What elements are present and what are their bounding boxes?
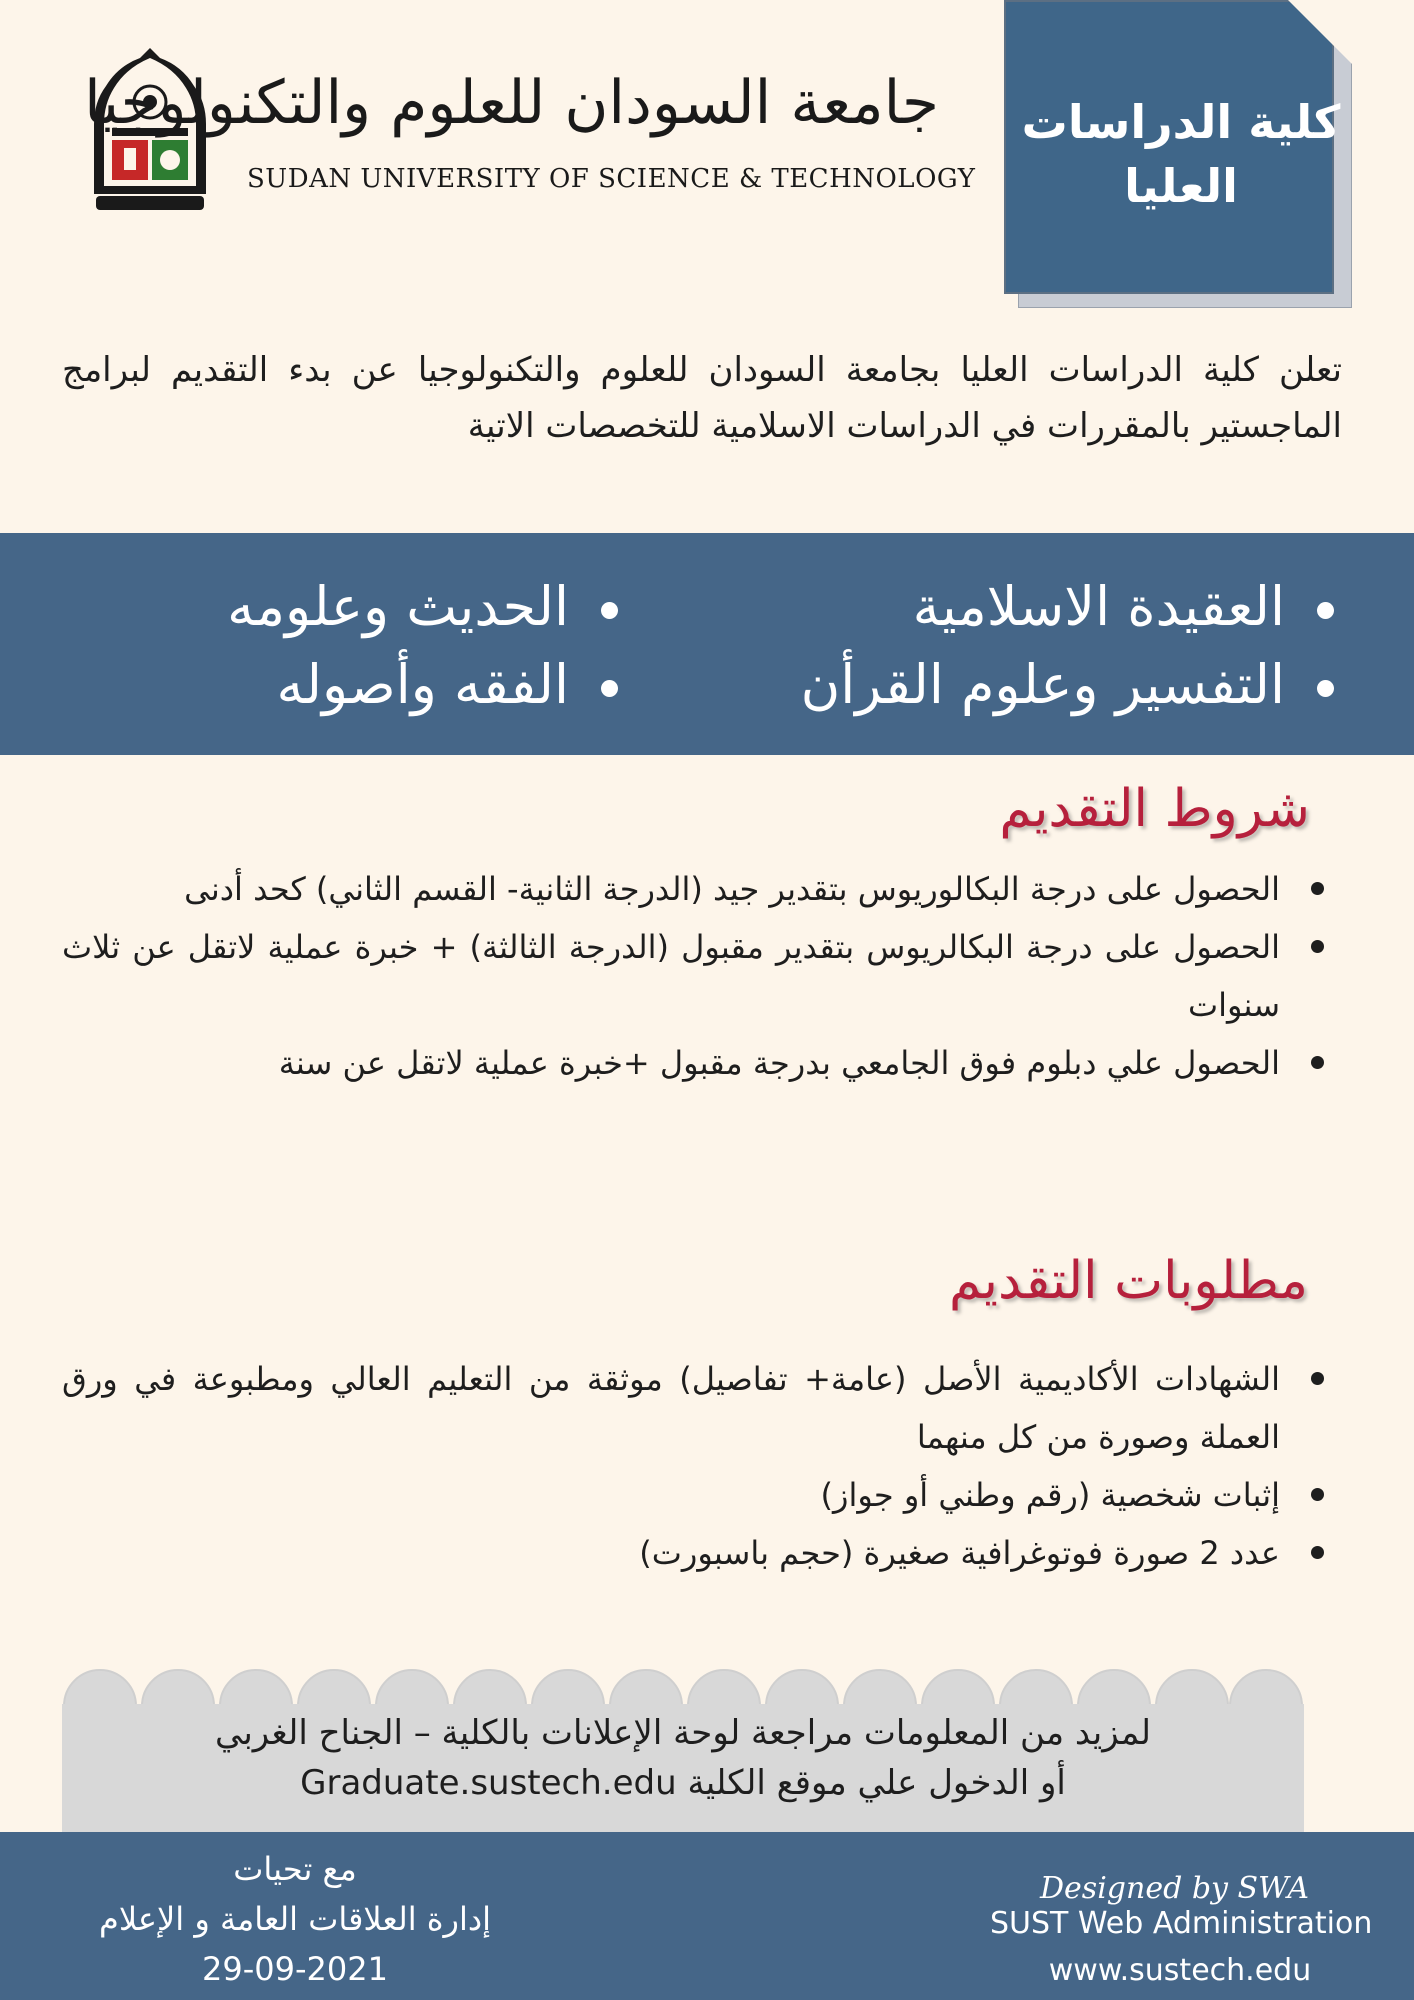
signature-text: Designed by SWA — [1040, 1871, 1310, 1906]
info-line1: لمزيد من المعلومات مراجعة لوحة الإعلانات بالكلية – الجناح الغربي — [215, 1713, 1151, 1753]
footer-date: 29-09-2021 — [202, 1950, 388, 1988]
bullet-icon — [1311, 1488, 1324, 1501]
program-item — [801, 645, 1334, 725]
condition-text: الحصول علي دبلوم فوق الجامعي بدرجة مقبول +خبرة عملية لاتقل عن سنة — [278, 1044, 1280, 1082]
bullet-icon — [1317, 602, 1334, 619]
program-label: التفسير وعلوم القرأن — [800, 653, 1285, 716]
bullet-icon — [1311, 1056, 1324, 1069]
requirements-title: مطلوبات التقديم — [948, 1251, 1308, 1311]
footer-admin: SUST Web Administration — [990, 1906, 1373, 1941]
badge-title-line2: العليا — [1124, 159, 1238, 213]
info-line2: أو الدخول علي موقع الكلية Graduate.sustech.edu — [300, 1763, 1066, 1803]
list-item — [62, 1034, 1280, 1086]
bullet-icon — [1311, 882, 1324, 895]
requirement-text: الشهادات الأكاديمية الأصل (عامة+ تفاصيل) موثقة من التعليم العالي ومطبوعة في ورق العملة وصورة من كل منهما — [62, 1360, 1280, 1456]
program-item — [227, 567, 618, 647]
info-box — [62, 1668, 1304, 1832]
program-item — [913, 567, 1334, 647]
condition-text: الحصول على درجة البكالوريوس بتقدير جيد (الدرجة الثانية- القسم الثاني) كحد أدنى — [184, 870, 1280, 908]
logo-arabic-name: جامعة السودان للعلوم والتكنولوجيا — [84, 68, 939, 138]
program-item — [277, 645, 618, 725]
list-item — [62, 1466, 1280, 1524]
bullet-icon — [601, 680, 618, 697]
programs-band — [0, 533, 1414, 755]
info-text — [62, 1708, 1304, 1808]
condition-text: الحصول على درجة البكالريوس بتقدير مقبول (الدرجة الثالثة) + خبرة عملية لاتقل عن ثلاث سنوات — [62, 928, 1280, 1024]
requirement-text: إثبات شخصية (رقم وطني أو جواز) — [820, 1476, 1280, 1514]
footer-department: إدارة العلاقات العامة و الإعلام — [99, 1900, 491, 1938]
list-item — [62, 918, 1280, 1034]
conditions-title: شروط التقديم — [999, 779, 1310, 839]
university-logo — [82, 44, 976, 216]
bullet-icon — [1311, 940, 1324, 953]
footer-greeting: مع تحيات — [233, 1850, 357, 1888]
program-label: الحديث وعلومه — [227, 575, 569, 638]
bullet-icon — [601, 602, 618, 619]
badge-folded-corner — [1288, 0, 1354, 66]
bullet-icon — [1311, 1372, 1324, 1385]
badge-title-line1: كلية الدراسات — [1021, 95, 1341, 149]
conditions-list — [62, 860, 1280, 1086]
badge-title — [1004, 90, 1358, 218]
announcement-intro: تعلن كلية الدراسات العليا بجامعة السودان للعلوم والتكنولوجيا عن بدء التقديم لبرامج الماجستير بالمقررات في الدراسات الاسلامية للتخصصات الاتية — [62, 350, 1342, 446]
list-item — [62, 860, 1280, 918]
requirements-list — [62, 1350, 1280, 1582]
list-item — [62, 1350, 1280, 1466]
footer-website: www.sustech.edu — [1048, 1953, 1312, 1988]
footer — [0, 1832, 1414, 2000]
bullet-icon — [1311, 1546, 1324, 1559]
bullet-icon — [1317, 680, 1334, 697]
logo-english-name: SUDAN UNIVERSITY OF SCIENCE & TECHNOLOGY — [247, 164, 976, 194]
program-label: الفقه وأصوله — [276, 653, 569, 716]
program-label: العقيدة الاسلامية — [912, 575, 1285, 638]
requirement-text: عدد 2 صورة فوتوغرافية صغيرة (حجم باسبورت) — [639, 1534, 1280, 1572]
faculty-badge — [1004, 0, 1354, 312]
list-item — [62, 1524, 1280, 1582]
